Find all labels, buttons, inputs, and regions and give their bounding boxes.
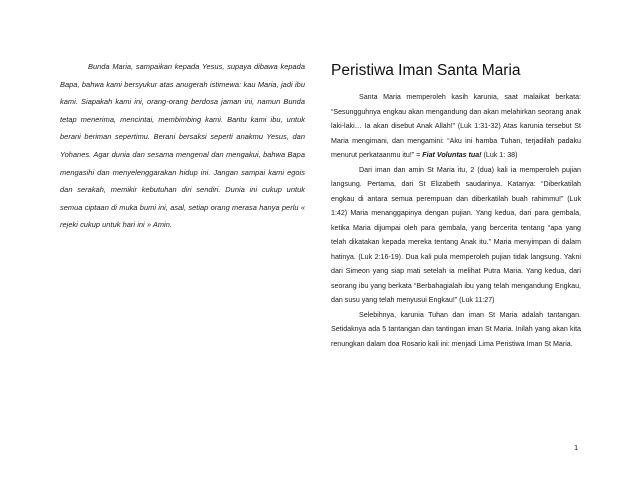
left-column xyxy=(60,58,305,234)
section-title: Peristiwa Iman Santa Maria xyxy=(331,62,521,79)
paragraph-praises: Dari iman dan amin St Maria itu, 2 (dua) kali ia memperoleh pujian langsung. Pertama, dari St Elizabeth saudarinya. Katanya: “Diberkatilah engkau di antara semua perempuan dan diberkatilah buah rahimmu!” (Luk 1:42) Maria menanggapinya dengan pujian. Yang kedua, dari para gembala, ketika Maria dijumpai oleh para gembala, yang bercerita tentang “apa yang telah dikatakan kepada mereka tentang Anak itu.” Maria menyimpan di dalam hatinya. (Luk 2:16-19). Dua kali pula memperoleh pujian tidak langsung. Yakni dari Simeon yang siap mati setelah ia melihat Putra Maria. Yang kedua, dari seorang ibu yang berkata “Berbahagialah ibu yang telah mengandung Engkau, dan susu yang telah menyusui Engkau!” (Luk 11:27) xyxy=(331,165,581,304)
right-column xyxy=(331,60,581,351)
prayer-text: Bunda Maria, sampaikan kepada Yesus, supaya dibawa kepada Bapa, bahwa kami bersyukur atas anugerah istimewa: kau Maria, jadi ibu kami. Siapakah kami ini, orang-orang berdosa jaman ini, namun Bunda tetap menerima, mencintai, membimbing kami. Bantu kami ibu, untuk berani beriman sepertimu. Berani bersaksi seperti anakmu Yesus, dan Yohanes. Agar dunia dan sesama mengenal dan mengakui, bahwa Bapa mengasihi dan menyelenggarakan hidup ini. Jangan sampai kami egois dan serakah, memikir kebutuhan diri sendiri. Dunia ini cukup untuk semua ciptaan di muka bumi ini, asal, setiap orang merasa hanya perlu « rejeki cukup untuk hari ini » Amin. xyxy=(60,62,305,230)
paragraph-annunciation-ref: (Luk 1: 38) xyxy=(483,151,518,159)
paragraph-annunciation xyxy=(331,90,581,163)
paragraph-challenges: Selebihnya, karunia Tuhan dan iman St Maria adalah tantangan. Setidaknya ada 5 tantangan dan tantingan iman St Maria. Inilah yang akan kita renungkan dalam doa Rosario kali ini: menjadi Lima Peristiwa Iman St Maria. xyxy=(331,310,581,348)
paragraph-annunciation-text: Santa Maria memperoleh kasih karunia, saat malaikat berkata: “Sesungguhnya engkau akan mengandung dan akan melahirkan seorang anak laki-laki… Ia akan disebut Anak Allah!” (Luk 1:31-32) Atas karunia tersebut St Maria mengimani, dan mengamini: “Aku ini hamba Tuhan, terjadilah padaku menurut perkataanmu itu!” = xyxy=(331,93,581,159)
fiat-emphasis: Fiat Voluntas tua! xyxy=(422,151,482,159)
page-number: 1 xyxy=(574,443,579,452)
